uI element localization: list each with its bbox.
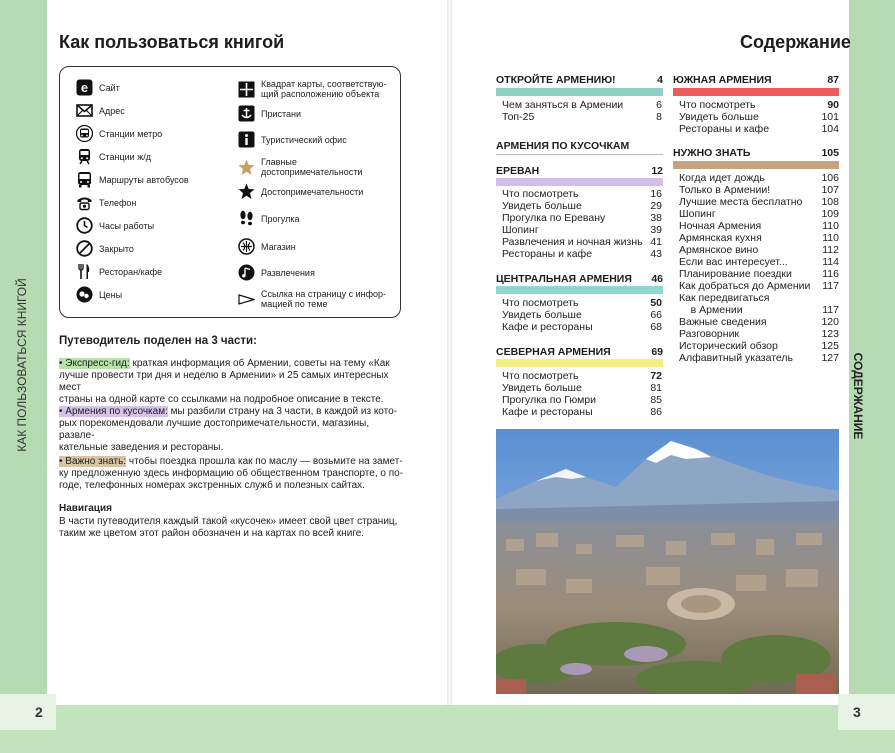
toc-row[interactable]: Прогулка по Еревану 38 bbox=[502, 212, 662, 224]
toc-rows bbox=[679, 172, 839, 364]
right-page-title: Содержание bbox=[740, 32, 851, 52]
toc-row[interactable]: Только в Армении! 107 bbox=[679, 184, 839, 196]
toc-row[interactable]: Планирование поездки 116 bbox=[679, 268, 839, 280]
legend-item: Квадрат карты, соответствую- щий расположению объекта bbox=[238, 79, 387, 99]
toc-row[interactable]: Прогулка по Гюмри 85 bbox=[502, 394, 662, 406]
part-pieces: • Армения по кусочкам: мы разбили страну на 3 части, в каждой из кото- рых порекомендовали лучшие достопримечательности, магазины, развле- кательные заведения и рестораны. bbox=[59, 406, 398, 453]
restaurant-icon bbox=[76, 263, 93, 280]
phone-icon bbox=[76, 194, 93, 211]
toc-row[interactable]: Кафе и рестораны 68 bbox=[502, 321, 662, 333]
toc-row[interactable]: Развлечения и ночная жизнь 41 bbox=[502, 236, 662, 248]
toc-row[interactable]: Увидеть больше 29 bbox=[502, 200, 662, 212]
footprints-icon bbox=[238, 210, 255, 227]
toc-row[interactable]: Исторический обзор 125 bbox=[679, 340, 839, 352]
right-page-number-box bbox=[838, 694, 895, 730]
toc-row[interactable]: Как передвигаться bbox=[679, 292, 770, 304]
legend-item: Прогулка bbox=[238, 210, 299, 227]
toc-row[interactable]: Кафе и рестораны 86 bbox=[502, 406, 662, 418]
address-icon bbox=[76, 102, 93, 119]
left-page-number: 2 bbox=[35, 704, 43, 720]
toc-section-south[interactable]: ЮЖНАЯ АРМЕНИЯ 87 bbox=[673, 74, 839, 86]
legend-item: Часы работы bbox=[76, 217, 154, 234]
info-icon bbox=[238, 131, 255, 148]
toc-row[interactable]: Лучшие места бесплатно 108 bbox=[679, 196, 839, 208]
toc-section-north[interactable]: СЕВЕРНАЯ АРМЕНИЯ 69 bbox=[496, 346, 663, 358]
legend-item: e Сайт bbox=[76, 79, 120, 96]
bus-icon bbox=[76, 171, 93, 188]
svg-text:e: e bbox=[80, 80, 89, 95]
navigation-heading: Навигация bbox=[59, 503, 112, 514]
part-know: • Важно знать: чтобы поездка прошла как по маслу — возьмите на замет- ку предложенную здесь информацию об общественном транспорте, о по- годе, телефонных номерах экстренных служб и полезных сайтах. bbox=[59, 456, 404, 491]
legend-item: Магазин bbox=[238, 238, 296, 255]
toc-row[interactable]: Если вас интересует... 114 bbox=[679, 256, 839, 268]
divider bbox=[496, 154, 663, 155]
toc-color-bar bbox=[673, 161, 839, 169]
map-square-icon bbox=[238, 81, 255, 98]
toc-rows bbox=[679, 99, 839, 135]
toc-row[interactable]: Шопинг 109 bbox=[679, 208, 839, 220]
prices-icon bbox=[76, 286, 93, 303]
toc-row[interactable]: Рестораны и кафе 104 bbox=[679, 123, 839, 135]
toc-color-bar bbox=[496, 178, 663, 186]
toc-rows bbox=[502, 188, 662, 260]
legend-item: Цены bbox=[76, 286, 122, 303]
legend-item: Телефон bbox=[76, 194, 136, 211]
shop-icon bbox=[238, 238, 255, 255]
music-icon bbox=[238, 264, 255, 281]
legend-item: Ссылка на страницу с инфор- мацией по теме bbox=[238, 289, 386, 309]
toc-row[interactable]: Увидеть больше 101 bbox=[679, 111, 839, 123]
toc-row[interactable]: Когда идет дождь 106 bbox=[679, 172, 839, 184]
yerevan-ararat-photo bbox=[496, 429, 839, 694]
toc-row[interactable]: Важные сведения 120 bbox=[679, 316, 839, 328]
legend-item: Маршруты автобусов bbox=[76, 171, 189, 188]
toc-row[interactable]: Топ-25 8 bbox=[502, 111, 662, 123]
toc-rows bbox=[502, 370, 662, 418]
left-side-label: КАК ПОЛЬЗОВАТЬСЯ КНИГОЙ bbox=[15, 278, 29, 452]
right-side-label: СОДЕРЖАНИЕ bbox=[851, 352, 865, 440]
toc-row[interactable]: Что посмотреть 16 bbox=[502, 188, 662, 200]
clock-icon bbox=[76, 217, 93, 234]
metro-icon bbox=[76, 125, 93, 142]
closed-icon bbox=[76, 240, 93, 257]
toc-row[interactable]: в Армении 117 bbox=[679, 304, 839, 316]
toc-row[interactable]: Армянская кухня 110 bbox=[679, 232, 839, 244]
navigation-text: В части путеводителя каждый такой «кусочек» имеет свой цвет страниц, таким же цветом этот район обозначен и на картах по всей книге. bbox=[59, 516, 398, 539]
parts-heading: Путеводитель поделен на 3 части: bbox=[59, 335, 257, 347]
toc-row[interactable]: Увидеть больше 81 bbox=[502, 382, 662, 394]
toc-row[interactable]: Алфавитный указатель 127 bbox=[679, 352, 839, 364]
book-gutter bbox=[447, 0, 452, 705]
toc-row[interactable]: Что посмотреть 90 bbox=[679, 99, 839, 111]
toc-row[interactable]: Армянское вино 112 bbox=[679, 244, 839, 256]
toc-rows bbox=[502, 297, 662, 333]
toc-section-open-armenia[interactable]: ОТКРОЙТЕ АРМЕНИЮ! 4 bbox=[496, 74, 663, 86]
legend-item: Главные достопримечательности bbox=[238, 157, 400, 177]
toc-color-bar bbox=[496, 286, 663, 294]
legend-item: Достопримечательности bbox=[238, 183, 363, 200]
toc-row[interactable]: Увидеть больше 66 bbox=[502, 309, 662, 321]
page-link-icon bbox=[238, 291, 255, 308]
legend-item: Ресторан/кафе bbox=[76, 263, 162, 280]
toc-row[interactable]: Что посмотреть 72 bbox=[502, 370, 662, 382]
star-gold-icon bbox=[238, 159, 255, 176]
toc-row[interactable]: Чем заняться в Армении 6 bbox=[502, 99, 662, 111]
toc-section-central[interactable]: ЦЕНТРАЛЬНАЯ АРМЕНИЯ 46 bbox=[496, 273, 663, 285]
toc-section-need-to-know[interactable]: НУЖНО ЗНАТЬ 105 bbox=[673, 147, 839, 159]
toc-color-bar bbox=[673, 88, 839, 96]
bottom-band bbox=[0, 705, 895, 753]
legend-item: Закрыто bbox=[76, 240, 134, 257]
legend-item: Станции ж/д bbox=[76, 148, 151, 165]
legend-item: Развлечения bbox=[238, 264, 315, 281]
legend-box bbox=[59, 66, 401, 318]
right-page-number: 3 bbox=[853, 704, 861, 720]
toc-section-yerevan[interactable]: ЕРЕВАН 12 bbox=[496, 165, 663, 177]
part-express: • Экспресс-гид: краткая информация об Армении, советы на тему «Как лучше провести три дня и неделю в Армении» и 25 самых интересных мест страны на одной карте со ссылками на подробное описание в тексте. bbox=[59, 358, 390, 405]
legend-item: Пристани bbox=[238, 105, 301, 122]
legend-item: Туристический офис bbox=[238, 131, 347, 148]
toc-row[interactable]: Как добраться до Армении 117 bbox=[679, 280, 839, 292]
toc-row[interactable]: Разговорник 123 bbox=[679, 328, 839, 340]
legend-item: Адрес bbox=[76, 102, 125, 119]
left-page-number-box bbox=[0, 694, 56, 730]
toc-color-bar bbox=[496, 88, 663, 96]
toc-row[interactable]: Ночная Армения 110 bbox=[679, 220, 839, 232]
pier-icon bbox=[238, 105, 255, 122]
toc-color-bar bbox=[496, 359, 663, 367]
website-icon bbox=[76, 79, 93, 96]
train-icon bbox=[76, 148, 93, 165]
toc-rows bbox=[502, 99, 662, 123]
toc-row[interactable]: Что посмотреть 50 bbox=[502, 297, 662, 309]
star-icon bbox=[238, 183, 255, 200]
legend-item: Станции метро bbox=[76, 125, 162, 142]
toc-row[interactable]: Рестораны и кафе 43 bbox=[502, 248, 662, 260]
toc-row[interactable]: Шопинг 39 bbox=[502, 224, 662, 236]
left-page-title: Как пользоваться книгой bbox=[59, 32, 285, 52]
toc-section-pieces[interactable]: АРМЕНИЯ ПО КУСОЧКАМ bbox=[496, 140, 630, 152]
